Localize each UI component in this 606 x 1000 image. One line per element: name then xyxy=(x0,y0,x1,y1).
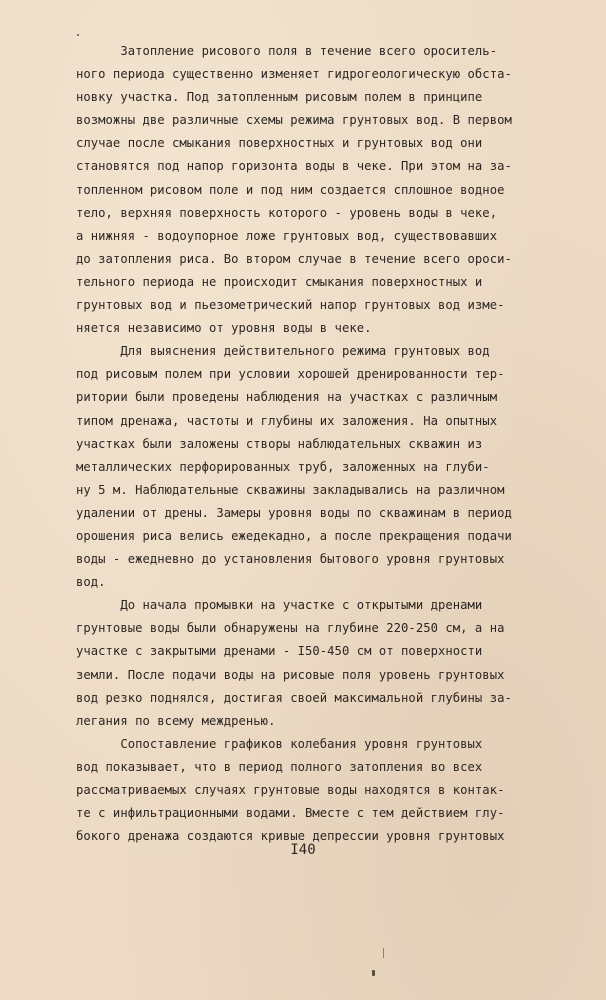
text-line: возможны две различные схемы режима грунтовых вод. В первом xyxy=(76,113,512,128)
text-line: топленном рисовом поле и под ним создается сплошное водное xyxy=(76,182,505,197)
text-line: Для выяснения действительного режима грунтовых вод xyxy=(76,344,490,359)
body-text xyxy=(76,40,574,848)
text-line: бокого дренажа создаются кривые депрессии уровня грунтовых xyxy=(76,829,505,844)
text-line: ного периода существенно изменяет гидрогеологическую обста- xyxy=(76,67,512,82)
text-line: орошения риса велись ежедекадно, а после прекращения подачи xyxy=(76,528,512,543)
text-line: а нижняя - водоупорное ложе грунтовых вод, существовавших xyxy=(76,228,498,243)
text-line: Затопление рисового поля в течение всего ороситель- xyxy=(76,44,498,58)
text-line: те с инфильтрационными водами. Вместе с тем действием глу- xyxy=(76,806,505,821)
page-number: I40 xyxy=(290,842,316,858)
paper-speck xyxy=(383,948,384,958)
text-line: вод. xyxy=(76,575,106,590)
text-line: ну 5 м. Наблюдательные скважины закладывались на различном xyxy=(76,482,505,497)
text-line: грунтовые воды были обнаружены на глубине 220-250 см, а на xyxy=(76,621,505,636)
text-line: тело, верхняя поверхность которого - уровень воды в чеке, xyxy=(76,205,498,220)
text-line: удалении от дрены. Замеры уровня воды по скважинам в период xyxy=(76,505,512,520)
text-line: грунтовых вод и пьезометрический напор грунтовых вод изме- xyxy=(76,298,505,313)
text-line: под рисовым полем при условии хорошей дренированности тер- xyxy=(76,367,505,382)
text-line: до затопления риса. Во втором случае в течение всего ороси- xyxy=(76,251,512,266)
text-line: случае после смыкания поверхностных и грунтовых вод они xyxy=(76,136,483,151)
text-line: рассматриваемых случаях грунтовые воды находятся в контак- xyxy=(76,783,505,797)
text-line: металлических перфорированных труб, заложенных на глуби- xyxy=(76,459,490,474)
text-line: вод резко поднялся, достигая своей максимальной глубины за- xyxy=(76,690,512,705)
text-line: няется независимо от уровня воды в чеке. xyxy=(76,321,372,336)
text-line: легания по всему междренью. xyxy=(76,713,276,728)
text-line: новку участка. Под затопленным рисовым полем в принципе xyxy=(76,90,483,105)
text-line: ритории были проведены наблюдения на участках с различным xyxy=(76,390,498,405)
text-line: типом дренажа, частоты и глубины их заложения. На опытных xyxy=(76,413,498,428)
text-line: земли. После подачи воды на рисовые поля уровень грунтовых xyxy=(76,667,505,682)
paper-speck xyxy=(372,970,375,976)
paper-speck xyxy=(77,34,79,36)
text-line: участке с закрытыми дренами - I50-450 см от поверхности xyxy=(76,644,483,659)
text-line: воды - ежедневно до установления бытового уровня грунтовых xyxy=(76,552,505,567)
text-line: До начала промывки на участке с открытыми дренами xyxy=(76,598,483,613)
text-line: становятся под напор горизонта воды в чеке. При этом на за- xyxy=(76,159,512,174)
text-line: вод показывает, что в период полного затопления во всех xyxy=(76,759,483,774)
text-line: тельного периода не происходит смыкания поверхностных и xyxy=(76,274,483,289)
text-line: участках были заложены створы наблюдательных скважин из xyxy=(76,436,483,451)
text-line: Сопоставление графиков колебания уровня грунтовых xyxy=(76,736,483,751)
